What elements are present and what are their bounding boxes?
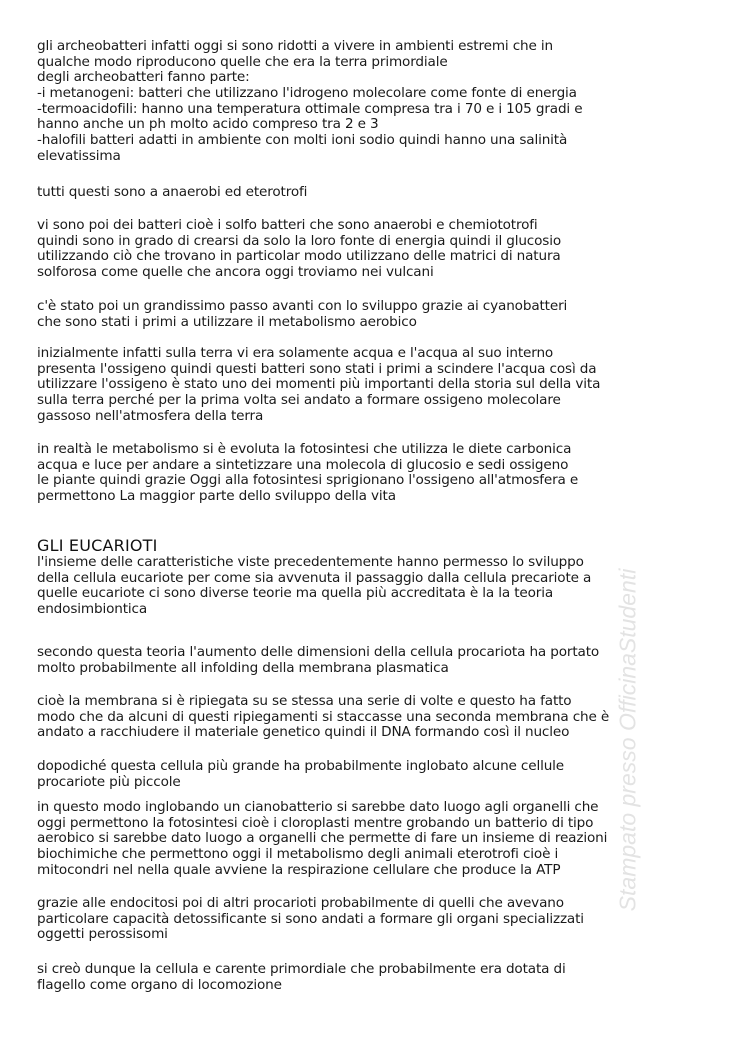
text-line: solforosa come quelle che ancora oggi troviamo nei vulcani	[37, 264, 434, 281]
text-line: tutti questi sono a anaerobi ed eterotrofi	[37, 184, 308, 200]
text-line: l'insieme delle caratteristiche viste precedentemente hanno permesso lo sviluppo	[37, 554, 584, 570]
text-line: -halofili batteri adatti in ambiente con molti ioni sodio quindi hanno una salinità	[37, 132, 568, 149]
text-line: mitocondri nel nella quale avviene la respirazione cellulare che produce la ATP	[37, 861, 561, 878]
text-line: molto probabilmente all infolding della membrana plasmatica	[37, 659, 449, 676]
text-line: particolare capacità detossificante si sono andati a formare gli organi specializzati	[37, 910, 584, 927]
text-line: sulla terra perché per la prima volta sei andato a formare ossigeno molecolare	[37, 392, 561, 409]
paragraph	[37, 346, 737, 424]
text-line: acqua e luce per andare a sintetizzare una molecola di glucosio e sedi ossigeno	[37, 456, 569, 473]
paragraph	[37, 185, 737, 201]
text-line: hanno anche un ph molto acido compreso tra 2 e 3	[37, 116, 379, 133]
text-line: che sono stati i primi a utilizzare il metabolismo aerobico	[37, 313, 417, 330]
text-line: grazie alle endocitosi poi di altri procarioti probabilmente di quelli che avevano	[37, 895, 564, 911]
text-line: secondo questa teoria l'aumento delle dimensioni della cellula procariota ha portato	[37, 644, 600, 660]
text-line: permettono La maggior parte dello sviluppo della vita	[37, 488, 396, 505]
paragraph	[37, 800, 737, 878]
text-line: le piante quindi grazie Oggi alla fotosintesi sprigionano l'ossigeno all'atmosfera e	[37, 472, 579, 489]
text-line: quelle eucariote ci sono diverse teorie ma quella più accreditata è la la teoria	[37, 585, 554, 602]
text-line: utilizzando ciò che trovano in particolar modo utilizzano delle matrici di natura	[37, 248, 561, 265]
text-line: della cellula eucariote per come sia avvenuta il passaggio dalla cellula precariote a	[37, 569, 592, 586]
text-line: biochimiche che permettono oggi il metabolismo degli animali eterotrofi cioè i	[37, 846, 559, 863]
text-line: qualche modo riproducono quelle che era la terra primordiale	[37, 53, 448, 70]
paragraph	[37, 694, 737, 741]
text-line: andato a racchiudere il materiale genetico quindi il DNA formando così il nucleo	[37, 724, 570, 741]
text-line: elevatissima	[37, 147, 121, 164]
watermark: Stampato presso OfficinaStudenti	[614, 568, 641, 912]
text-line: inizialmente infatti sulla terra vi era solamente acqua e l'acqua al suo interno	[37, 345, 554, 361]
paragraph	[37, 299, 737, 330]
text-line: gassoso nell'atmosfera della terra	[37, 407, 264, 424]
text-line: -termoacidofili: hanno una temperatura ottimale compresa tra i 70 e i 105 gradi e	[37, 100, 583, 117]
text-line: quindi sono in grado di crearsi da solo la loro fonte di energia quindi il glucosio	[37, 232, 562, 249]
text-line: si creò dunque la cellula e carente primordiale che probabilmente era dotata di	[37, 961, 566, 977]
paragraph	[37, 218, 737, 281]
paragraph	[37, 555, 737, 618]
text-line: endosimbiontica	[37, 601, 148, 618]
text-line: vi sono poi dei batteri cioè i solfo batteri che sono anaerobi e chemiototrofi	[37, 217, 538, 233]
text-line: degli archeobatteri fanno parte:	[37, 69, 250, 86]
paragraph	[37, 39, 737, 165]
text-line: in realtà le metabolismo si è evoluta la fotosintesi che utilizza le diete carbonica	[37, 441, 572, 457]
text-line: cioè la membrana si è ripiegata su se stessa una serie di volte e questo ha fatto	[37, 693, 572, 709]
text-line: presenta l'ossigeno quindi questi batteri sono stati i primi a scindere l'acqua così da	[37, 360, 597, 377]
text-line: aerobico si sarebbe dato luogo a organelli che permette di fare un insieme di reazioni	[37, 830, 608, 847]
text-line: gli archeobatteri infatti oggi si sono ridotti a vivere in ambienti estremi che in	[37, 38, 553, 54]
text-line: flagello come organo di locomozione	[37, 976, 282, 993]
paragraph	[37, 962, 737, 993]
text-line: oggi permettono la fotosintesi cioè i cloroplasti mentre grobando un batterio di tipo	[37, 814, 594, 831]
text-line: -i metanogeni: batteri che utilizzano l'idrogeno molecolare come fonte di energia	[37, 85, 577, 102]
paragraph	[37, 896, 737, 943]
paragraph	[37, 645, 737, 676]
text-line: c'è stato poi un grandissimo passo avanti con lo sviluppo grazie ai cyanobatteri	[37, 298, 568, 314]
text-line: in questo modo inglobando un cianobatterio si sarebbe dato luogo agli organelli che	[37, 799, 599, 815]
text-line: oggetti perossisomi	[37, 926, 168, 943]
text-line: procariote più piccole	[37, 773, 181, 790]
paragraph	[37, 442, 737, 505]
paragraph	[37, 759, 737, 790]
text-line: modo che da alcuni di questi ripiegamenti si staccasse una seconda membrana che è	[37, 708, 610, 725]
text-line: utilizzare l'ossigeno è stato uno dei momenti più importanti della storia sul della vita	[37, 376, 601, 393]
section-heading: GLI EUCARIOTI	[37, 536, 158, 555]
text-line: dopodiché questa cellula più grande ha probabilmente inglobato alcune cellule	[37, 758, 565, 774]
